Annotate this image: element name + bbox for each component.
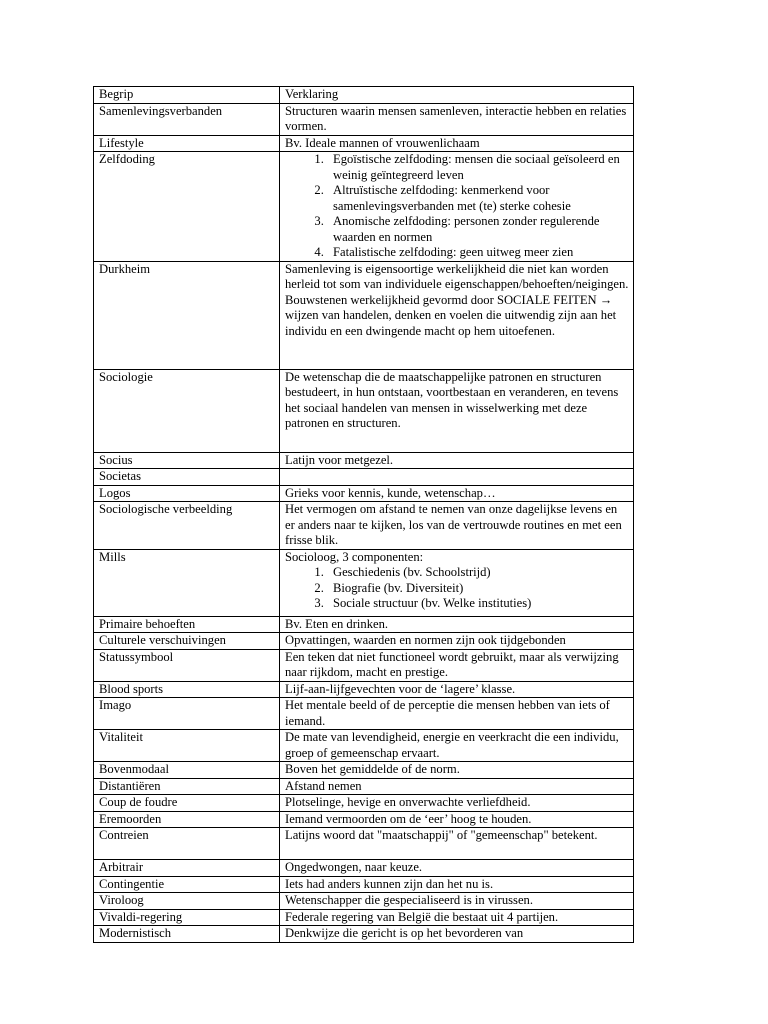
table-row — [94, 103, 634, 135]
term-cell: Mills — [94, 549, 280, 616]
table-row — [94, 795, 634, 812]
numbered-list — [285, 565, 629, 612]
definition-cell: Het vermogen om afstand te nemen van onze dagelijkse levens en er anders naar te kijken, los van de vertrouwde routines en met een frisse blik. — [280, 502, 634, 550]
list-item: 3. Anomische zelfdoding: personen zonder regulerende waarden en normen — [327, 214, 629, 245]
definition-cell — [280, 152, 634, 262]
header-term: Begrip — [94, 87, 280, 104]
table-row — [94, 860, 634, 877]
table-row — [94, 616, 634, 633]
table-row — [94, 762, 634, 779]
table-row — [94, 649, 634, 681]
definition-cell: Iets had anders kunnen zijn dan het nu is. — [280, 876, 634, 893]
list-item: 2. Altruïstische zelfdoding: kenmerkend voor samenlevingsverbanden met (te) sterke cohesie — [327, 183, 629, 214]
definition-cell: Lijf-aan-lijfgevechten voor de ‘lagere’ klasse. — [280, 681, 634, 698]
numbered-list — [285, 152, 629, 261]
table-row — [94, 828, 634, 860]
definition-cell: Denkwijze die gericht is op het bevorderen van — [280, 926, 634, 943]
list-item: 1. Egoïstische zelfdoding: mensen die sociaal geïsoleerd en weinig geïntegreerd leven — [327, 152, 629, 183]
table-row — [94, 261, 634, 369]
table-header-row — [94, 87, 634, 104]
table-row — [94, 698, 634, 730]
table-row — [94, 502, 634, 550]
term-cell: Culturele verschuivingen — [94, 633, 280, 650]
term-cell: Zelfdoding — [94, 152, 280, 262]
definition-cell: Bv. Ideale mannen of vrouwenlichaam — [280, 135, 634, 152]
table-row — [94, 485, 634, 502]
definition-cell: Het mentale beeld of de perceptie die mensen hebben van iets of iemand. — [280, 698, 634, 730]
definition-cell: Latijns woord dat "maatschappij" of "gemeenschap" betekent. — [280, 828, 634, 860]
term-cell: Sociologie — [94, 369, 280, 452]
term-cell: Vitaliteit — [94, 730, 280, 762]
definition-cell: Opvattingen, waarden en normen zijn ook tijdgebonden — [280, 633, 634, 650]
term-cell: Imago — [94, 698, 280, 730]
definition-cell: Bv. Eten en drinken. — [280, 616, 634, 633]
term-cell: Samenlevingsverbanden — [94, 103, 280, 135]
table-row — [94, 549, 634, 616]
term-cell: Lifestyle — [94, 135, 280, 152]
list-item: 3. Sociale structuur (bv. Welke instituties) — [327, 596, 629, 612]
term-cell: Eremoorden — [94, 811, 280, 828]
table-row — [94, 452, 634, 469]
table-row — [94, 469, 634, 486]
definition-cell: Wetenschapper die gespecialiseerd is in virussen. — [280, 893, 634, 910]
table-row — [94, 811, 634, 828]
definition-cell: Afstand nemen — [280, 778, 634, 795]
definition-cell: Boven het gemiddelde of de norm. — [280, 762, 634, 779]
definition-cell: Ongedwongen, naar keuze. — [280, 860, 634, 877]
term-cell: Coup de foudre — [94, 795, 280, 812]
definition-cell: Structuren waarin mensen samenleven, interactie hebben en relaties vormen. — [280, 103, 634, 135]
table-row — [94, 876, 634, 893]
term-cell: Modernistisch — [94, 926, 280, 943]
term-cell: Primaire behoeften — [94, 616, 280, 633]
definition-cell: Grieks voor kennis, kunde, wetenschap… — [280, 485, 634, 502]
term-cell: Contreien — [94, 828, 280, 860]
term-cell: Sociologische verbeelding — [94, 502, 280, 550]
definition-cell: Plotselinge, hevige en onverwachte verliefdheid. — [280, 795, 634, 812]
table-row — [94, 778, 634, 795]
table-row — [94, 633, 634, 650]
table-row — [94, 730, 634, 762]
table-row — [94, 681, 634, 698]
definition-cell: Federale regering van België die bestaat uit 4 partijen. — [280, 909, 634, 926]
term-cell: Durkheim — [94, 261, 280, 369]
list-item: 4. Fatalistische zelfdoding: geen uitweg meer zien — [327, 245, 629, 261]
definition-cell: Latijn voor metgezel. — [280, 452, 634, 469]
header-definition: Verklaring — [280, 87, 634, 104]
glossary-table-body — [94, 87, 634, 943]
definition-cell: Een teken dat niet functioneel wordt gebruikt, maar als verwijzing naar rijkdom, macht en prestige. — [280, 649, 634, 681]
table-row — [94, 135, 634, 152]
definition-intro: Socioloog, 3 componenten: — [285, 549, 424, 564]
term-cell: Arbitrair — [94, 860, 280, 877]
term-cell: Vivaldi-regering — [94, 909, 280, 926]
table-row — [94, 909, 634, 926]
list-item: 2. Biografie (bv. Diversiteit) — [327, 581, 629, 597]
table-row — [94, 152, 634, 262]
term-cell: Socius — [94, 452, 280, 469]
definition-cell: Iemand vermoorden om de ‘eer’ hoog te houden. — [280, 811, 634, 828]
term-cell: Contingentie — [94, 876, 280, 893]
definition-cell: Samenleving is eigensoortige werkelijkheid die niet kan worden herleid tot som van individuele eigenschappen/behoeften/neigingen. Bouwstenen werkelijkheid gevormd door SOCIALE FEITEN → wijzen van handelen, denken en voelen die uitwendig zijn aan het individu en een dwingende macht op hem uitoefenen. — [280, 261, 634, 369]
term-cell: Societas — [94, 469, 280, 486]
term-cell: Viroloog — [94, 893, 280, 910]
term-cell: Bovenmodaal — [94, 762, 280, 779]
term-cell: Distantiëren — [94, 778, 280, 795]
definition-cell: De wetenschap die de maatschappelijke patronen en structuren bestudeert, in hun ontstaan, voortbestaan en veranderen, en tevens het sociaal handelen van mensen in wisselwerking met deze patronen en structuren. — [280, 369, 634, 452]
table-row — [94, 893, 634, 910]
definition-cell: De mate van levendigheid, energie en veerkracht die een individu, groep of gemeenschap ervaart. — [280, 730, 634, 762]
list-item: 1. Geschiedenis (bv. Schoolstrijd) — [327, 565, 629, 581]
term-cell: Logos — [94, 485, 280, 502]
glossary-table — [93, 86, 634, 943]
term-cell: Statussymbool — [94, 649, 280, 681]
table-row — [94, 369, 634, 452]
table-row — [94, 926, 634, 943]
definition-cell — [280, 549, 634, 616]
term-cell: Blood sports — [94, 681, 280, 698]
definition-cell — [280, 469, 634, 486]
